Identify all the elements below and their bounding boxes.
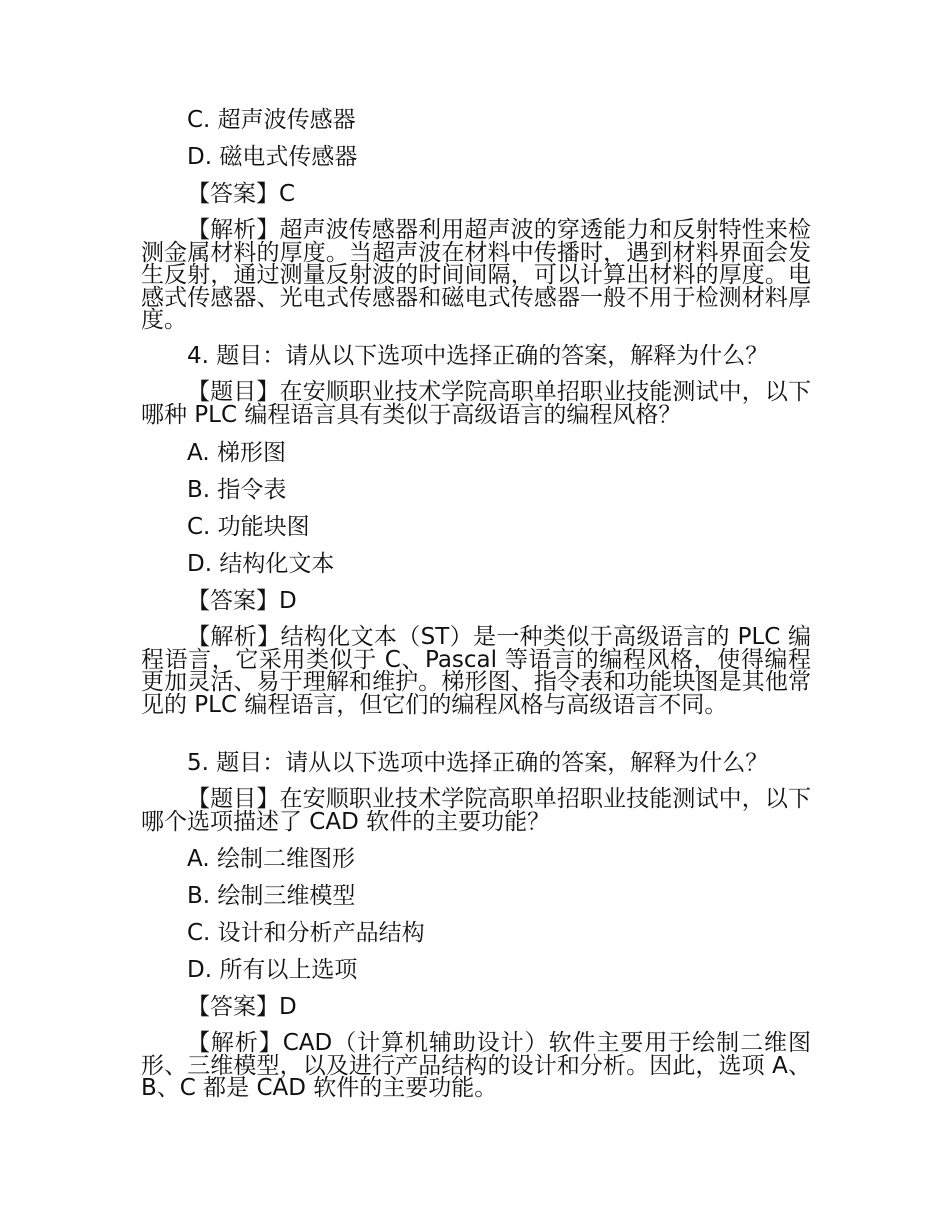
q5-answer: 【答案】D — [187, 994, 297, 1020]
q4-analysis: 【解析】结构化文本（ST）是一种类似于高级语言的 PLC 编程语言，它采用类似于 C、Pascal 等语言的编程风格，使得编程更加灵活、易于理解和维护。梯形图、指令表和功能块图是其他常见的 PLC 编程语言，但它们的编程风格与高级语言不同。 — [141, 624, 811, 718]
q5-analysis: 【解析】CAD（计算机辅助设计）软件主要用于绘制二维图形、三维模型，以及进行产品结构的设计和分析。因此，选项 A、B、C 都是 CAD 软件的主要功能。 — [141, 1030, 811, 1101]
q5-option-b: B. 绘制三维模型 — [187, 883, 356, 909]
q4-heading: 4. 题目：请从以下选项中选择正确的答案，解释为什么？ — [187, 343, 769, 369]
q5-option-d: D. 所有以上选项 — [187, 957, 358, 983]
q3-analysis: 【解析】超声波传感器利用超声波的穿透能力和反射特性来检测金属材料的厚度。当超声波在材料中传播时，遇到材料界面会发生反射，通过测量反射波的时间间隔，可以计算出材料的厚度。电感式传感器、光电式传感器和磁电式传感器一般不用于检测材料厚度。 — [141, 217, 811, 333]
q5-option-a: A. 绘制二维图形 — [187, 846, 355, 872]
q5-question: 【题目】在安顺职业技术学院高职单招职业技能测试中，以下哪个选项描述了 CAD 软件的主要功能？ — [141, 786, 811, 835]
q4-option-c: C. 功能块图 — [187, 514, 310, 540]
q5-option-c: C. 设计和分析产品结构 — [187, 920, 425, 946]
q4-option-b: B. 指令表 — [187, 477, 287, 503]
q3-answer: 【答案】C — [187, 181, 296, 207]
q4-option-d: D. 结构化文本 — [187, 551, 335, 577]
q5-heading: 5. 题目：请从以下选项中选择正确的答案，解释为什么？ — [187, 750, 769, 776]
q4-question: 【题目】在安顺职业技术学院高职单招职业技能测试中，以下哪种 PLC 编程语言具有类似于高级语言的编程风格？ — [141, 379, 811, 428]
q3-option-d: D. 磁电式传感器 — [187, 144, 358, 170]
q4-option-a: A. 梯形图 — [187, 440, 286, 466]
q4-answer: 【答案】D — [187, 588, 297, 614]
q3-option-c: C. 超声波传感器 — [187, 107, 356, 133]
